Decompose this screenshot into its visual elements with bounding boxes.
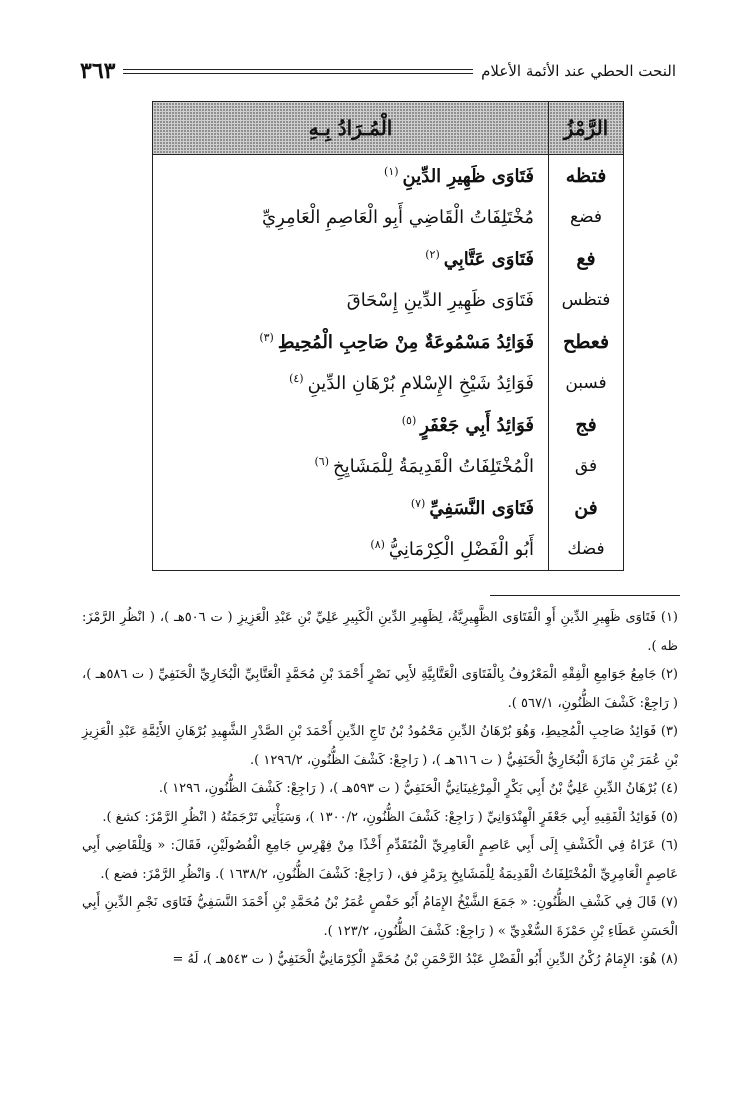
row-symbol: فع (549, 238, 624, 280)
footnote-ref: (٦) (314, 455, 329, 469)
meaning-text: فَوَائِدُ مَسْمُوعَةٌ مِنْ صَاحِبِ الْمُحِيطِ (277, 331, 534, 353)
table-row (153, 487, 624, 529)
meaning-text: فَتَاوَى النَّسَفِيِّ (429, 497, 534, 519)
table-row (153, 197, 624, 239)
row-symbol: فعطح (549, 321, 624, 363)
table-row (153, 280, 624, 322)
meaning-text: الْمُخْتَلِفَاتُ الْقَدِيمَةُ لِلْمَشَايِخِ (332, 456, 534, 478)
footnote: (٣) فَوَائِدُ صَاحِبِ الْمُحِيطِ، وَهُوَ بُرْهَانُ الدِّينِ مَحْمُودُ بْنُ تَاجِ الدِّينِ أَحْمَدَ بْنِ الصَّدْرِ الشَّهِيدِ بُرْهَانِ الأَئِمَّةِ عَبْدِ الْعَزِيزِ بْنِ عُمَرَ بْنِ مَازَةَ الْبُخَارِيُّ الْحَنَفِيُّ ( ت ٦١٦هـ )، ( رَاجِعْ: كَشْفَ الظُّنُونِ، ١٢٩٦/٢ ). (82, 724, 678, 768)
footnotes (82, 604, 678, 975)
row-symbol: فتظس (549, 280, 624, 322)
table-header-row (153, 102, 624, 155)
table-row (153, 238, 624, 280)
footnote: (٤) بُرْهَانُ الدِّينِ عَلِيُّ بْنُ أَبِي بَكْرٍ الْمِرْغِينَانِيُّ الْحَنَفِيُّ ( ت ٥٩٣هـ )، ( رَاجِعْ: كَشْفَ الظُّنُونِ، ١٢٩٦ ). (158, 781, 678, 796)
table-row (153, 155, 624, 197)
footnote: (٧) قَالَ فِي كَشْفِ الظُّنُونِ: « جَمَعَ الشَّيْخُ الإِمَامُ أَبُو حَفْصٍ عُمَرُ بْنُ مُحَمَّدِ بْنِ أَحْمَدَ النَّسَفِيُّ فَتَاوَى نَجْمِ الدِّينِ أَبِي الْحَسَنِ عَطَاءِ بْنِ حَمْزَةَ السُّغْدِيِّ » ( رَاجِعْ: كَشْفَ الظُّنُونِ، ١٢٣/٢ ). (82, 895, 678, 939)
meaning-text: أَبُو الْفَضْلِ الْكِرْمَانِيُّ (388, 539, 534, 561)
row-symbol: فضك (549, 529, 624, 571)
row-meaning (153, 446, 549, 488)
footnote-ref: (٥) (401, 413, 417, 427)
row-symbol: فق (549, 446, 624, 488)
table-row (153, 363, 624, 405)
row-meaning (153, 487, 549, 529)
table-row (153, 446, 624, 488)
row-symbol: فج (549, 404, 624, 446)
row-symbol: فضع (549, 197, 624, 239)
row-meaning (153, 363, 549, 405)
meaning-text: مُخْتَلِفَاتُ الْقَاضِي أَبِو الْعَاصِمِ الْعَامِرِيِّ (262, 207, 534, 229)
row-meaning (153, 321, 549, 363)
footnote-ref: (٢) (425, 247, 440, 261)
footnote: (٥) فَوَائِدُ الْفَقِيهِ أَبِي جَعْفَرٍ الْهِنْدَوَانِيِّ ( رَاجِعْ: كَشْفَ الظُّنُونِ، ١٣٠٠/٢ )، وَسَيَأْتِي تَرْجَمَتُهُ ( انْظُرِ الرَّمْزَ: كشغ ). (102, 809, 678, 825)
row-symbol: فسبن (549, 363, 624, 405)
row-meaning (153, 155, 549, 197)
header-symbol: الرَّمْزُ (549, 102, 624, 155)
footnote-separator (490, 595, 680, 596)
meaning-text: فَتَاوَى ظَهِيرِ الدِّينِ إِسْحَاقَ (346, 290, 534, 312)
row-meaning (153, 238, 549, 280)
meaning-text: فَتَاوَى عَتَّابِي (443, 248, 534, 270)
footnote-ref: (٧) (410, 496, 426, 510)
row-meaning (153, 280, 549, 322)
meaning-text: فَوَائِدُ شَيْخِ الإِسْلامِ بُرْهَانِ الدِّينِ (307, 373, 534, 395)
footnote: (٦) عَزَاهُ فِي الْكَشْفِ إِلَى أَبِي عَاصِمٍ الْعَامِرِيِّ الْمُتَقَدِّمِ أَخْذًا مِنْ فِهْرِسِ جَامِعِ الْفُصُولَيْنِ، فَقَالَ: « وَلِلْقَاضِي أَبِي عَاصِمٍ الْعَامِرِيِّ الْمُخْتَلِفَاتُ الْقَدِيمَةُ لِلْمَشَايِخِ بِرَمْزِ فق، ( رَاجِعْ: كَشْفَ الظُّنُونِ، ١٦٣٨/٢ ). وَانْظُرِ الرَّمْزَ: فضع ). (82, 838, 678, 882)
footnote: (١) فَتَاوَى ظَهِيرِ الدِّينِ أَوِ الْفَتَاوَى الظَّهِيرِيَّةُ، لِظَهِيرِ الدِّينِ الْكَبِيرِ عَلِيِّ بْنِ عَبْدِ الْعَزِيزِ ( ت ٥٠٦هـ )، ( انْظُرِ الرَّمْزَ: ظه ). (82, 610, 678, 654)
table-row (153, 404, 624, 446)
symbols-table (152, 101, 624, 571)
running-header (80, 56, 676, 86)
table-row (153, 321, 624, 363)
page-number: ٣٦٣ (80, 58, 116, 84)
table-row (153, 529, 624, 571)
footnote-ref: (٤) (289, 372, 304, 386)
footnote: (٢) جَامِعُ جَوَامِعِ الْفِقْهِ الْمَعْرُوفُ بِالْفَتَاوَى الْعَتَّابِيَّةِ لأَبِي نَصْرٍ أَحْمَدَ بْنِ مُحَمَّدٍ الْعَتَّابِيِّ الْبُخَارِيِّ الْحَنَفِيِّ ( ت ٥٨٦هـ )، ( رَاجِعْ: كَشْفَ الظُّنُونِ، ٥٦٧/١ ). (82, 667, 678, 711)
row-meaning (153, 197, 549, 239)
footnote-ref: (٣) (259, 330, 274, 344)
footnote-ref: (١) (384, 164, 399, 178)
row-symbol: فن (549, 487, 624, 529)
row-meaning (153, 404, 549, 446)
row-meaning (153, 529, 549, 571)
meaning-text: فَتَاوَى ظَهِيرِ الدِّينِ (402, 165, 534, 187)
meaning-text: فَوَائِدُ أَبِي جَعْفَرٍ (420, 414, 534, 436)
footnote: (٨) هُوَ: الإِمَامُ رُكْنُ الدِّينِ أَبُو الْفَضْلِ عَبْدُ الرَّحْمَنِ بْنُ مُحَمَّدٍ الْكِرْمَانِيُّ الْحَنَفِيُّ ( ت ٥٤٣هـ )، لَهُ = (172, 952, 678, 967)
footnote-ref: (٨) (370, 538, 385, 552)
row-symbol: فتظه (549, 155, 624, 197)
header-rule (123, 69, 473, 74)
header-meaning: الْمُـرَادُ بِـهِ (153, 102, 549, 155)
running-title: النحت الحطي عند الأئمة الأعلام (481, 62, 676, 80)
